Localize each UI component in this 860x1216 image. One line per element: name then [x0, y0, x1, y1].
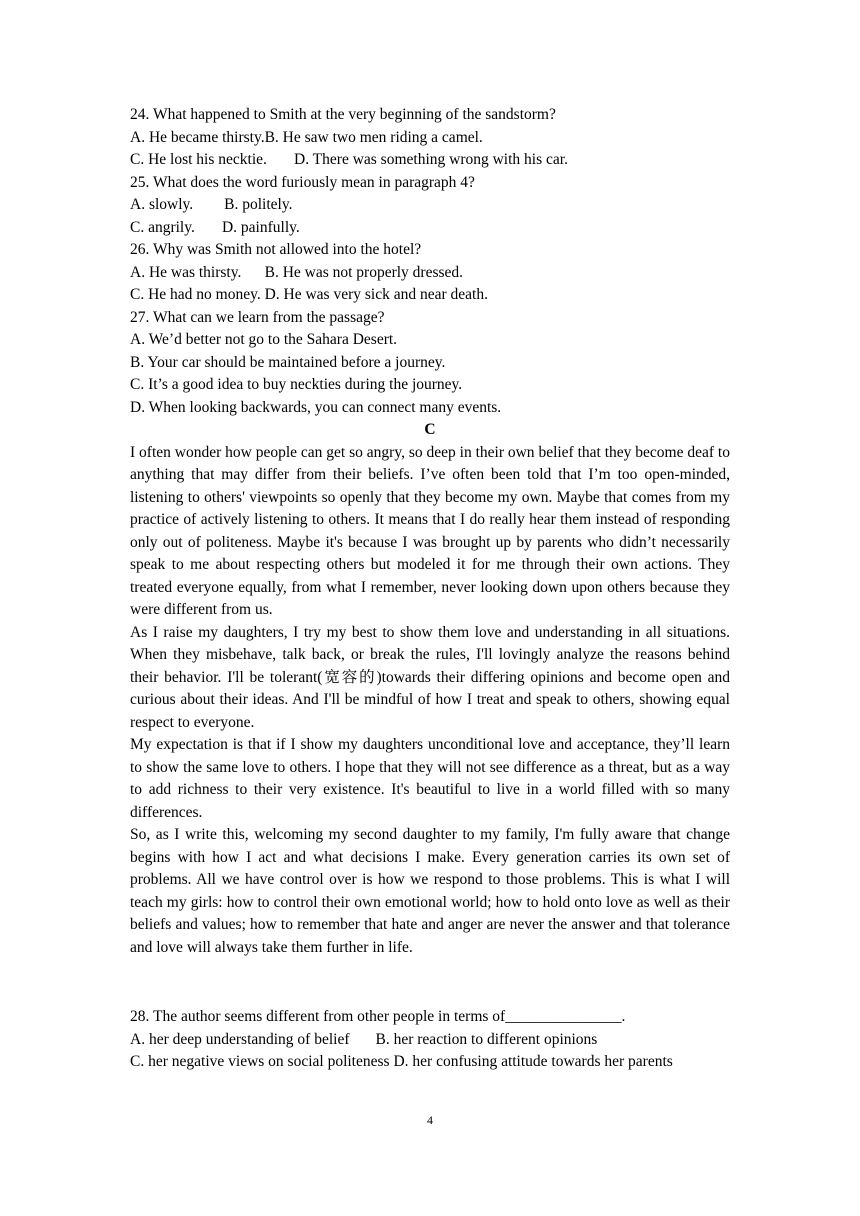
question-28-options-cd: [130, 1051, 730, 1074]
question-27-option-d: D. When looking backwards, you can connect many events.: [130, 398, 502, 416]
question-27-option-c: C. It’s a good idea to buy neckties during the journey.: [130, 376, 463, 393]
question-27: [130, 307, 730, 420]
question-26-options-cd: C. He had no money. D. He was very sick and near death.: [130, 286, 488, 303]
question-27-text: 27. What can we learn from the passage?: [130, 308, 385, 326]
question-28: [130, 1006, 730, 1074]
question-28-option-a: A. her deep understanding of belief: [130, 1030, 350, 1048]
question-28-option-c: C. her negative views on social politeness: [130, 1053, 390, 1070]
question-28-options-ab-row: [130, 1029, 730, 1052]
question-24-options-cd: C. He lost his necktie. D. There was something wrong with his car.: [130, 151, 568, 168]
passage-paragraph-3: My expectation is that if I show my daughters unconditional love and acceptance, they’ll learn to show the same love to others. I hope that they will not see difference as a threat, but as a way to add richness to their very existence. It's beautiful to live in a world filled with so many differences.: [130, 736, 730, 821]
page-number: 4: [427, 1113, 433, 1127]
question-24-options-ab: A. He became thirsty.B. He saw two men riding a camel.: [130, 128, 483, 146]
question-25-options-ab: A. slowly. B. politely.: [130, 196, 293, 213]
section-c: [130, 419, 730, 959]
question-25-options-cd: C. angrily. D. painfully.: [130, 218, 300, 236]
passage-paragraph-2: As I raise my daughters, I try my best to show them love and understanding in all situations. When they misbehave, talk back, or break the rules, I'll lovingly analyze the reasons behind their behavior. I'll be tolerant(宽容的)towards their differing opinions and become open and curious about their ideas. And I'll be mindful of how I treat and speak to others, showing equal respect to everyone.: [130, 623, 730, 731]
question-28-option-d: D. her confusing attitude towards her parents: [393, 1053, 673, 1070]
question-25-text: 25. What does the word furiously mean in paragraph 4?: [130, 173, 475, 191]
question-27-option-a: A. We’d better not go to the Sahara Desert.: [130, 331, 398, 348]
section-c-heading: C: [424, 421, 436, 438]
question-28-text: 28. The author seems different from other people in terms of_______________.: [130, 1008, 626, 1025]
question-26-options-ab: A. He was thirsty. B. He was not properly dressed.: [130, 263, 464, 281]
question-28-option-b: B. her reaction to different opinions: [375, 1030, 598, 1048]
passage-paragraph-1: I often wonder how people can get so angry, so deep in their own belief that they become deaf to anything that may differ from their beliefs. I’ve often been told that I’m too open-minded, listening to others' viewpoints so openly that they become my own. Maybe that comes from my practice of actively listening to others. It means that I do really hear them instead of responding only out of politeness. Maybe it's because I was brought up by parents who didn’t necessarily speak to me about respecting others but modeled it for me through their own actions. They treated everyone equally, from what I remember, never looking down upon others because they were different from us.: [130, 443, 730, 618]
question-25: [130, 172, 730, 240]
passage-paragraph-4: So, as I write this, welcoming my second daughter to my family, I'm fully aware that change begins with how I act and what decisions I make. Every generation carries its own set of problems. All we have control over is how we respond to those problems. This is what I will teach my girls: how to control their own emotional world; how to hold onto love as well as their beliefs and values; how to remember that hate and anger are never the answer and that tolerance and love will always take them further in life.: [130, 826, 730, 956]
question-26-text: 26. Why was Smith not allowed into the hotel?: [130, 241, 422, 258]
question-27-option-b: B. Your car should be maintained before a journey.: [130, 353, 446, 371]
question-24-text: 24. What happened to Smith at the very beginning of the sandstorm?: [130, 106, 556, 123]
question-26: [130, 239, 730, 307]
question-24: [130, 104, 730, 172]
